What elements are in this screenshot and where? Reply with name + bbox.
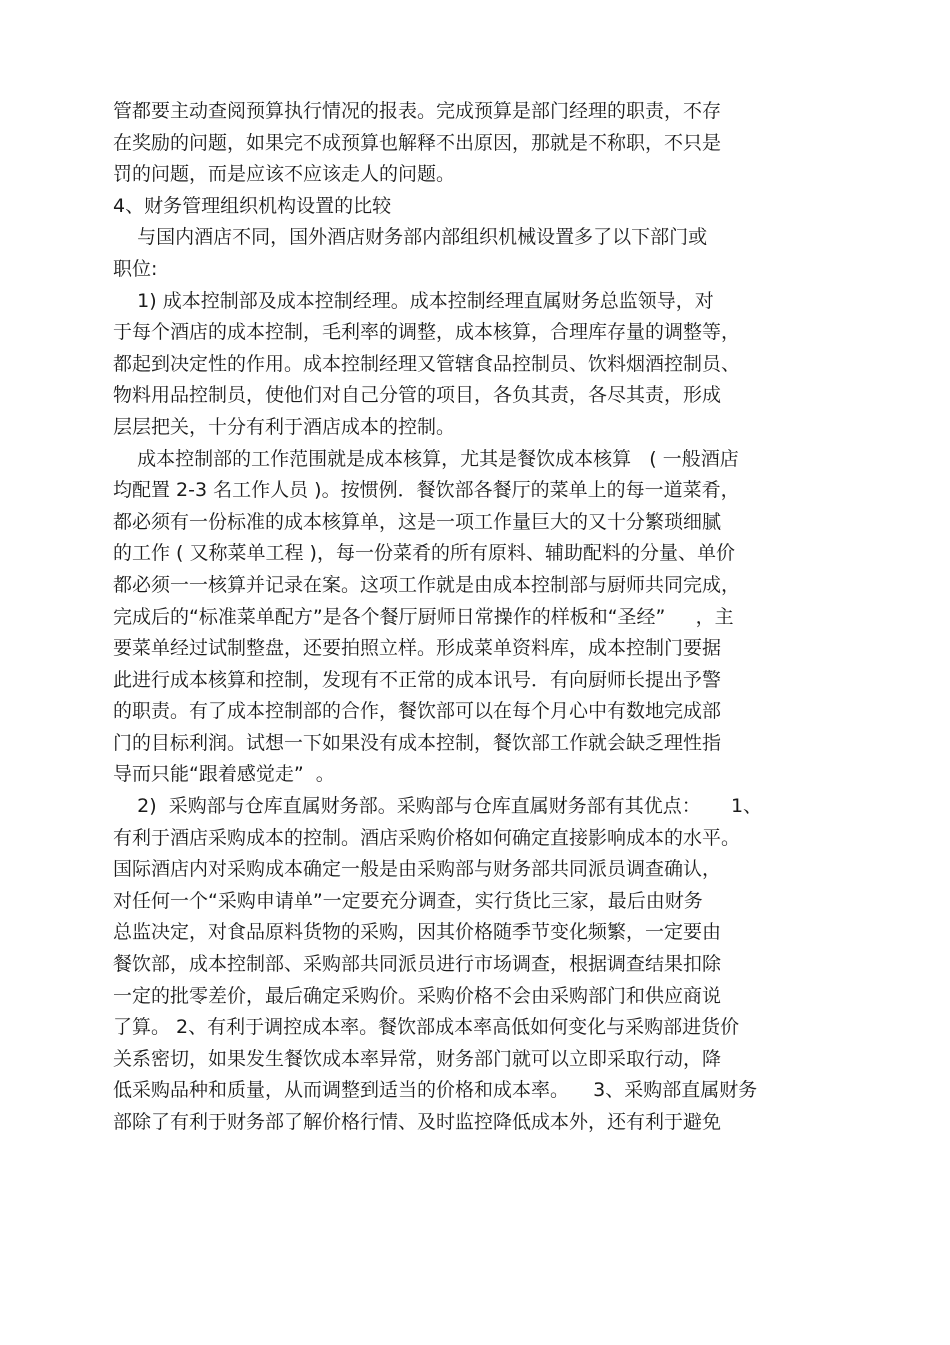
text-line: 导而只能“跟着感觉走” 。 xyxy=(113,763,335,786)
text-line: 4、财务管理组织机构设置的比较 xyxy=(113,194,392,217)
text-line: 都起到决定性的作用。成本控制经理又管辖食品控制员、饮料烟酒控制员、 xyxy=(113,352,741,375)
text-line: 职位: xyxy=(113,257,158,280)
text-line: 部除了有利于财务部了解价格行情、及时监控降低成本外，还有利于避免 xyxy=(113,1111,722,1133)
text-line: 国际酒店内对采购成本确定一般是由采购部与财务部共同派员调查确认， xyxy=(113,858,722,881)
text-line: 均配置 2-3 名工作人员 )。按惯例．餐饮部各餐厅的菜单上的每一道菜肴， xyxy=(113,479,740,502)
text-line: 此进行成本核算和控制，发现有不正常的成本讯号．有向厨师长提出予警 xyxy=(113,668,722,691)
text-line: 罚的问题，而是应该不应该走人的问题。 xyxy=(113,163,456,186)
text-line: 层层把关，十分有利于酒店成本的控制。 xyxy=(113,415,456,438)
text-line: 对任何一个“采购申请单”一定要充分调查，实行货比三家，最后由财务 xyxy=(113,889,703,912)
text-line: 都必须有一份标准的成本核算单，这是一项工作量巨大的又十分繁琐细腻 xyxy=(113,510,722,533)
text-line: 物料用品控制员，使他们对自己分管的项目，各负其责，各尽其责，形成 xyxy=(113,384,722,407)
text-line: 的职责。有了成本控制部的合作，餐饮部可以在每个月心中有数地完成部 xyxy=(113,700,722,723)
text-line: 的工作 ( 又称菜单工程 )，每一份菜肴的所有原料、辅助配料的分量、单价 xyxy=(113,542,735,565)
text-line: 门的目标利润。试想一下如果没有成本控制，餐饮部工作就会缺乏理性指 xyxy=(113,731,722,754)
text-line: 与国内酒店不同，国外酒店财务部内部组织机械设置多了以下部门或 xyxy=(113,226,708,249)
text-line: 于每个酒店的成本控制，毛利率的调整，成本核算，合理库存量的调整等， xyxy=(113,321,741,344)
text-line: 关系密切，如果发生餐饮成本率异常，财务部门就可以立即采取行动，降 xyxy=(113,1047,722,1070)
text-line: 餐饮部，成本控制部、采购部共同派员进行市场调查，根据调查结果扣除 xyxy=(113,953,722,976)
text-line: 有利于酒店采购成本的控制。酒店采购价格如何确定直接影响成本的水平。 xyxy=(113,826,741,849)
text-line: 成本控制部的工作范围就是成本核算，尤其是餐饮成本核算 ( 一般酒店 xyxy=(113,447,739,470)
text-line: 1) 成本控制部及成本控制经理。成本控制经理直属财务总监领导，对 xyxy=(113,289,714,312)
text-line: 完成后的“标准菜单配方”是各个餐厅厨师日常操作的样板和“圣经” ，主 xyxy=(113,605,734,628)
text-line: 要菜单经过试制整盘，还要拍照立样。形成菜单资料库，成本控制门要据 xyxy=(113,637,722,660)
text-line: 了算。 2、有利于调控成本率。餐饮部成本率高低如何变化与采购部进货价 xyxy=(113,1016,740,1039)
text-line: 在奖励的问题，如果完不成预算也解释不出原因，那就是不称职，不只是 xyxy=(113,131,722,154)
text-line: 一定的批零差价，最后确定采购价。采购价格不会由采购部门和供应商说 xyxy=(113,984,722,1007)
text-line: 管都要主动查阅预算执行情况的报表。完成预算是部门经理的职责，不存 xyxy=(113,100,722,122)
text-line: 都必须一一核算并记录在案。这项工作就是由成本控制部与厨师共同完成， xyxy=(113,573,741,596)
text-line: 2) 采购部与仓库直属财务部。采购部与仓库直属财务部有其优点： 1、 xyxy=(113,795,763,818)
text-line: 总监决定，对食品原料货物的采购，因其价格随季节变化频繁，一定要由 xyxy=(113,921,722,944)
text-line: 低采购品种和质量，从而调整到适当的价格和成本率。 3、采购部直属财务 xyxy=(113,1079,758,1102)
body-text xyxy=(113,96,843,1139)
